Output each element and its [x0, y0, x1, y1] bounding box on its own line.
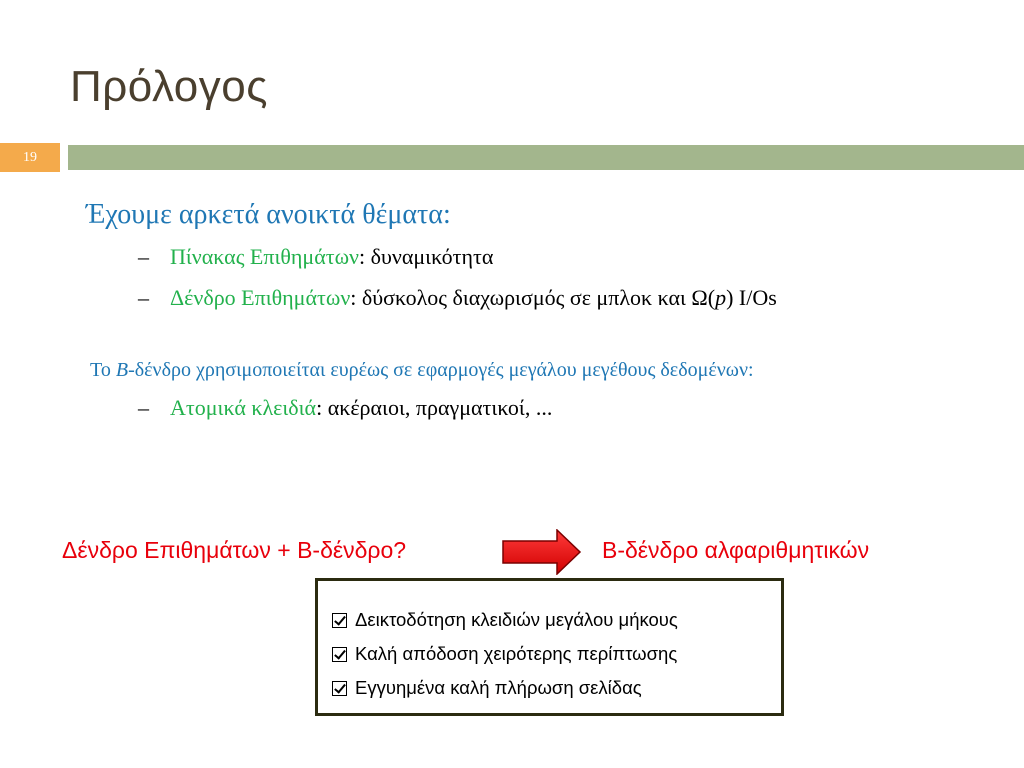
checklist-item	[332, 603, 781, 637]
bullet-suffix-array	[138, 244, 493, 270]
checkbox-checked-icon	[332, 613, 347, 628]
bullet-dash: –	[138, 244, 149, 269]
checklist-box	[315, 578, 784, 716]
checklist-item-label: Καλή απόδοση χειρότερης περίπτωσης	[355, 643, 678, 664]
title-bar	[68, 145, 1024, 170]
diagram-right-label: B-δένδρο αλφαριθμητικών	[602, 537, 870, 563]
bullet-term: Πίνακας Επιθημάτων	[170, 244, 360, 269]
checkbox-checked-icon	[332, 647, 347, 662]
checklist-item	[332, 671, 781, 705]
checklist-item	[332, 637, 781, 671]
bullet-text: : ακέραιοι, πραγματικοί, ...	[316, 395, 553, 420]
note-var: B	[115, 359, 129, 381]
bullet-text-after: ) I/Os	[726, 285, 777, 310]
checklist-item-label: Δεικτοδότηση κλειδιών μεγάλου μήκους	[355, 609, 678, 630]
section-heading: Έχουμε αρκετά ανοικτά θέματα:	[86, 199, 451, 230]
bullet-dash: –	[138, 395, 149, 420]
bullet-var: p	[715, 285, 727, 310]
page-number-badge: 19	[0, 143, 60, 172]
note-text: -δένδρο χρησιμοποιείται ευρέως σε εφαρμογές μεγάλου μεγέθους δεδομένων:	[128, 359, 754, 381]
bullet-term: Δένδρο Επιθημάτων	[170, 285, 351, 310]
diagram-left-label: Δένδρο Επιθημάτων + B-δένδρο?	[62, 537, 407, 563]
checklist-item-label: Εγγυημένα καλή πλήρωση σελίδας	[355, 677, 642, 698]
bullet-atomic-keys	[138, 395, 552, 421]
bullet-term: Ατομικά κλειδιά	[170, 395, 317, 420]
slide-title: Πρόλογος	[70, 62, 268, 111]
bullet-dash: –	[138, 285, 149, 310]
checkbox-checked-icon	[332, 681, 347, 696]
note-prefix: Το	[90, 359, 116, 381]
bullet-text: : δυναμικότητα	[359, 244, 494, 269]
btree-note	[90, 359, 754, 382]
bullet-suffix-tree	[138, 285, 777, 311]
bullet-text: : δύσκολος διαχωρισμός σε μπλοκ και Ω(	[350, 285, 716, 310]
right-arrow-icon	[502, 529, 582, 575]
